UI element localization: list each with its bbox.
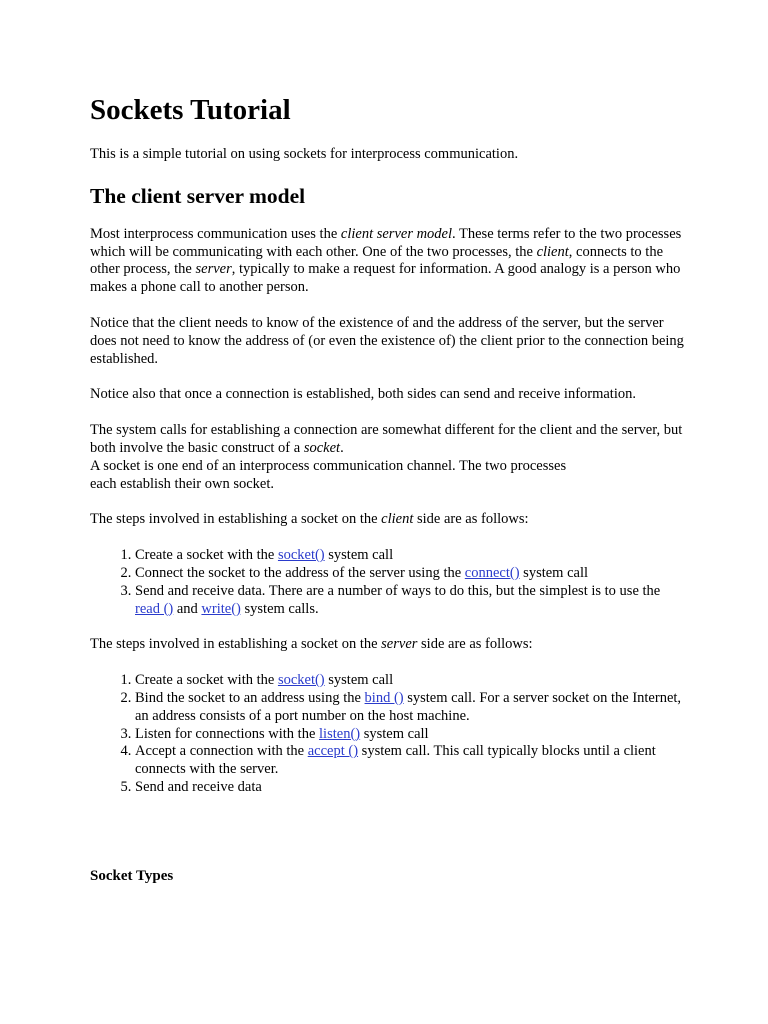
- link-socket[interactable]: socket(): [277, 672, 325, 689]
- text-run: side are as follows:: [413, 511, 529, 528]
- list-item: [135, 547, 688, 565]
- text-run: system call. This call typically blocks until a client connects with the server.: [135, 743, 656, 778]
- paragraph-client-knows-server: Notice that the client needs to know of the existence of and the address of the server, but the server does not need to know the address of (or even the existence of) the client prior to the connection being established.: [90, 314, 684, 367]
- text-run: The system calls for establishing a connection are somewhat different for the client and the server, but both involve the basic construct of a: [90, 422, 683, 456]
- text-run: Most interprocess communication uses the: [90, 225, 341, 242]
- text-run: system call. For a server socket on the Internet, an address consists of a port number on the host machine.: [135, 689, 682, 724]
- link-bind[interactable]: bind (): [364, 689, 404, 706]
- list-item: [135, 565, 688, 583]
- text-run: system call: [360, 725, 429, 742]
- list-item: [135, 583, 688, 619]
- text-run: Listen for connections with the: [135, 725, 320, 742]
- client-steps-list: [90, 547, 688, 618]
- list-item: [135, 672, 688, 690]
- link-listen[interactable]: listen(): [319, 725, 361, 742]
- text-run: Bind the socket to an address using the: [135, 689, 365, 706]
- text-run: Send and receive data. There are a number of ways to do this, but the simplest is to use the: [135, 582, 661, 599]
- text-run: The steps involved in establishing a socket on the: [90, 511, 382, 528]
- paragraph-system-calls: [90, 422, 688, 493]
- paragraph-client-server-model: [90, 226, 688, 297]
- section-heading-socket-types: Socket Types: [90, 867, 174, 884]
- text-run: , typically to make a request for information. A good analogy is a person who makes a phone call to another person.: [90, 261, 681, 296]
- list-item: [135, 726, 688, 744]
- list-item: [135, 743, 688, 779]
- text-run: Accept a connection with the: [135, 743, 308, 760]
- link-connect[interactable]: connect(): [464, 564, 520, 581]
- link-write[interactable]: write(): [201, 600, 241, 617]
- emphasis-client-server-model: client server model: [340, 225, 453, 242]
- text-run: .: [340, 439, 344, 456]
- text-run: Send and receive data: [135, 778, 262, 795]
- text-run: Connect the socket to the address of the server using the: [135, 564, 465, 581]
- list-item: [135, 690, 688, 726]
- emphasis-server-side: server: [381, 636, 418, 653]
- text-run: Create a socket with the: [135, 672, 278, 689]
- text-run: each establish their own socket.: [90, 475, 275, 492]
- intro-paragraph: This is a simple tutorial on using sockets for interprocess communication.: [90, 146, 519, 162]
- text-run: side are as follows:: [417, 636, 533, 653]
- text-run: A socket is one end of an interprocess communication channel. The two processes: [90, 457, 567, 474]
- emphasis-server: server: [195, 261, 232, 278]
- page-title: Sockets Tutorial: [90, 94, 291, 126]
- text-run: system calls.: [240, 600, 319, 617]
- emphasis-socket: socket: [303, 439, 341, 456]
- text-run: , connects to the other process, the: [90, 243, 664, 278]
- text-run: Create a socket with the: [135, 547, 278, 564]
- text-run: system call: [324, 672, 394, 689]
- server-steps-list: [90, 672, 688, 797]
- text-run: The steps involved in establishing a socket on the: [90, 636, 382, 653]
- text-run: . These terms refer to the two processes which will be communicating with each other. One of the two processes, the: [90, 225, 682, 260]
- link-read[interactable]: read (): [135, 600, 174, 617]
- link-accept[interactable]: accept (): [307, 743, 359, 760]
- emphasis-client-side: client: [381, 511, 414, 528]
- list-item: [135, 779, 688, 797]
- paragraph-server-steps-intro: [90, 636, 688, 654]
- spacer: [90, 815, 688, 867]
- text-run: system call: [324, 547, 394, 564]
- link-socket[interactable]: socket(): [277, 547, 325, 564]
- paragraph-client-steps-intro: [90, 511, 688, 529]
- text-run: and: [173, 600, 202, 617]
- paragraph-both-sides-send: Notice also that once a connection is established, both sides can send and receive information.: [90, 386, 636, 403]
- emphasis-client: client: [536, 243, 569, 260]
- section-heading-client-server-model: The client server model: [90, 183, 306, 208]
- text-run: system call: [519, 564, 589, 581]
